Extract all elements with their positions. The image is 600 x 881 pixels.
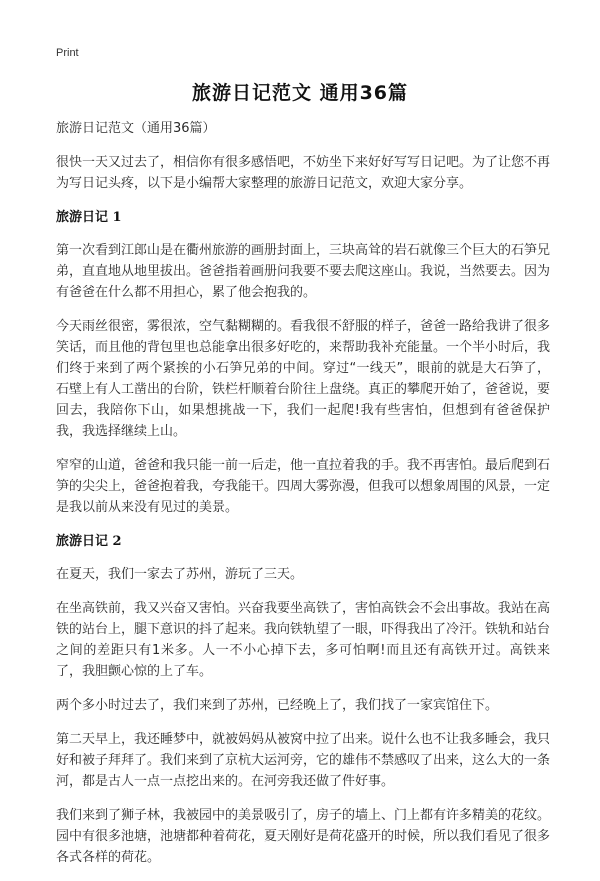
paragraph: 我们来到了狮子林，我被园中的美景吸引了，房子的墙上、门上都有许多精美的花纹。园中有很多池塘，池塘都种着荷花，夏天刚好是荷花盛开的时候，所以我们看见了很多各式各样的荷花。 [56, 808, 551, 865]
subtitle-paragraph: 旅游日记范文（通用36篇） [56, 121, 216, 136]
intro-paragraph: 很快一天又过去了，相信你有很多感悟吧，不妨坐下来好好写写日记吧。为了让您不再为写日记头疼，以下是小编帮大家整理的旅游日记范文，欢迎大家分享。 [56, 155, 551, 191]
paragraph: 第一次看到江郎山是在衢州旅游的画册封面上，三块高耸的岩石就像三个巨大的石笋兄弟，直直地从地里拔出。爸爸指着画册问我要不要去爬这座山。我说，当然要去。因为有爸爸在什么都不用担心，累了他会抱我的。 [56, 243, 551, 300]
article-body [56, 118, 550, 881]
paragraph: 在夏天，我们一家去了苏州，游玩了三天。 [56, 567, 304, 582]
print-link[interactable]: Print [56, 47, 79, 59]
paragraph: 窄窄的山道，爸爸和我只能一前一后走，他一直拉着我的手。我不再害怕。最后爬到石笋的尖尖上，爸爸抱着我，夸我能干。四周大雾弥漫，但我可以想象周围的风景，一定是我以前从来没有见过的美景。 [56, 458, 551, 515]
section-heading-1: 旅游日记 1 [56, 210, 122, 225]
section-heading-2: 旅游日记 2 [56, 534, 122, 549]
paragraph: 两个多小时过去了，我们来到了苏州，已经晚上了，我们找了一家宾馆住下。 [56, 698, 499, 713]
paragraph: 今天雨丝很密，雾很浓，空气黏糊糊的。看我很不舒服的样子，爸爸一路给我讲了很多笑话，而且他的背包里也总能拿出很多好吃的，来帮助我补充能量。一个半小时后，我们终于来到了两个紧挨的小石笋兄弟的中间。穿过“一线天”，眼前的就是大石笋了，石壁上有人工凿出的台阶，铁栏杆顺着台阶往上盘绕。真正的攀爬开始了，爸爸说，要回去，我陪你下山，如果想挑战一下，我们一起爬!我有些害怕，但想到有爸爸保护我，我选择继续上山。 [56, 319, 551, 439]
paragraph: 第二天早上，我还睡梦中，就被妈妈从被窝中拉了出来。说什么也不让我多睡会，我只好和被子拜拜了。我们来到了京杭大运河旁，它的雄伟不禁感叹了出来，这么大的一条河，都是古人一点一点挖出来的。在河旁我还做了件好事。 [56, 732, 551, 789]
paragraph: 在坐高铁前，我又兴奋又害怕。兴奋我要坐高铁了，害怕高铁会不会出事故。我站在高铁的站台上，腿下意识的抖了起来。我向铁轨望了一眼，吓得我出了冷汗。铁轨和站台之间的差距只有1米多。人一不小心掉下去，多可怕啊!而且还有高铁开过。高铁来了，我胆颤心惊的上了车。 [56, 601, 551, 679]
page-title: 旅游日记范文 通用36篇 [191, 82, 409, 104]
